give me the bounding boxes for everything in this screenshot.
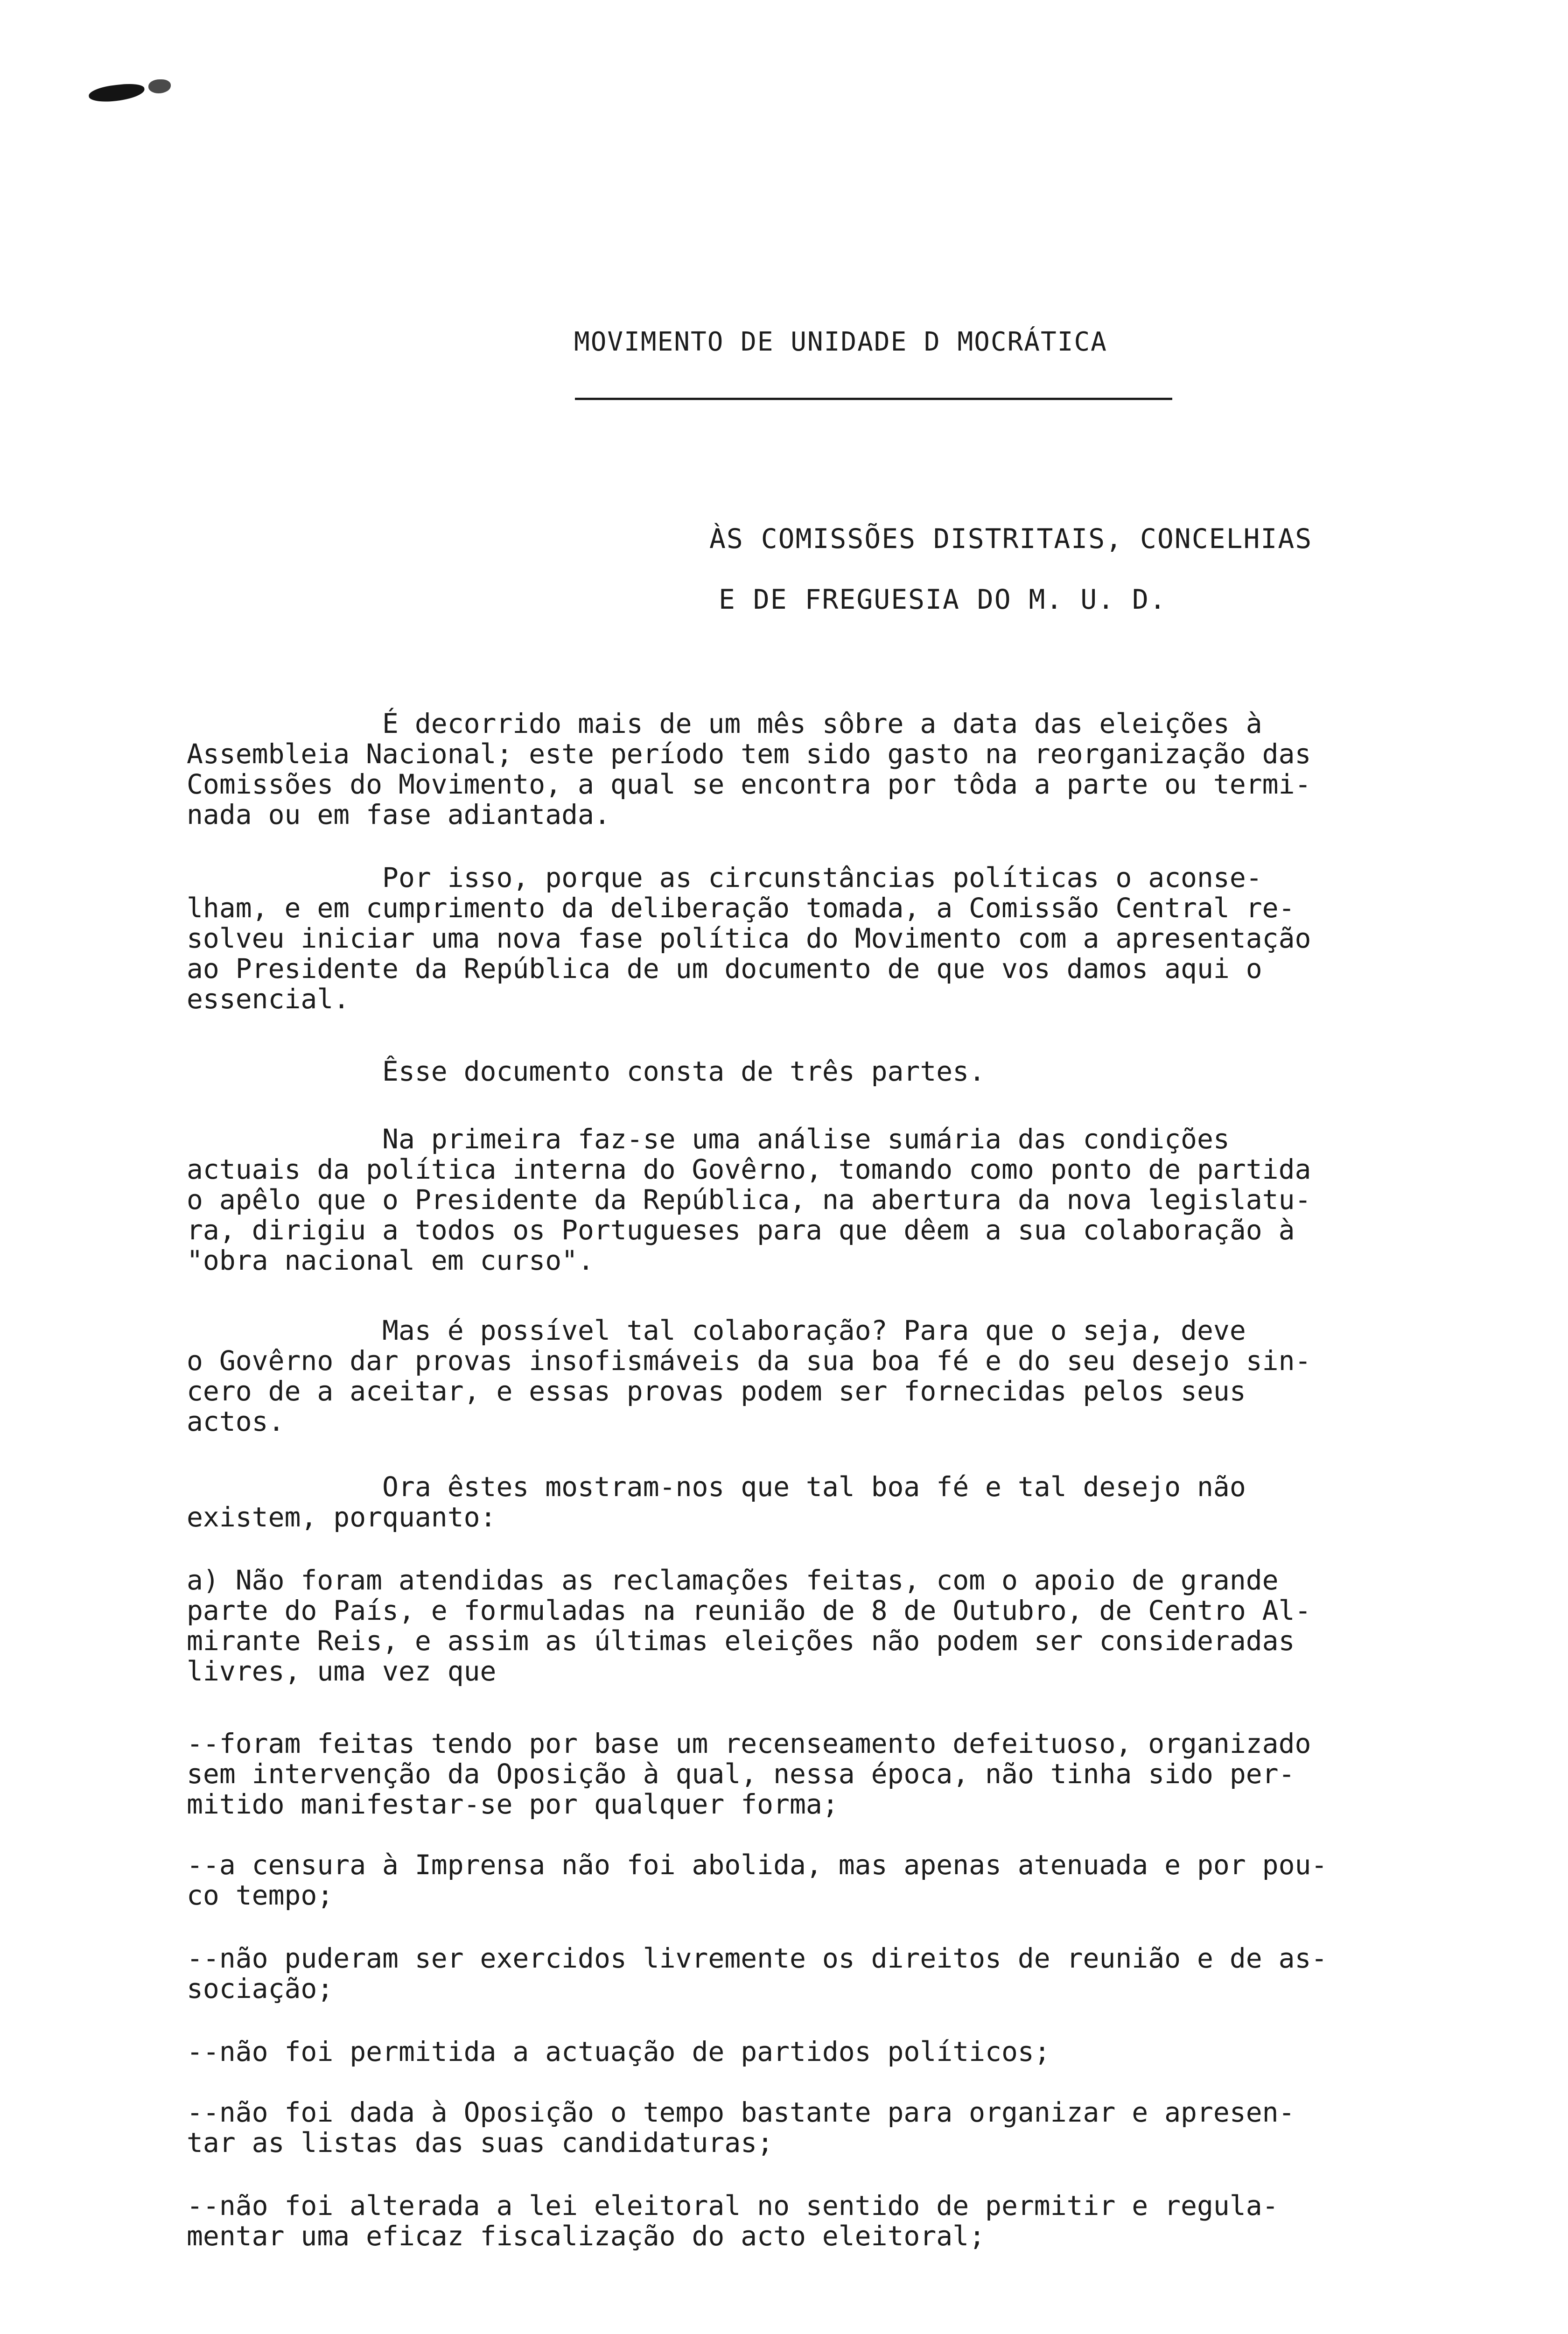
addressee-line-1: ÀS COMISSÕES DISTRITAIS, CONCELHIAS bbox=[709, 523, 1313, 555]
document-title: MOVIMENTO DE UNIDADE D MOCRÁTICA bbox=[574, 327, 1107, 357]
list-item-recenseamento: --foram feitas tendo por base um recenseamento defeituoso, organizado sem intervenção da Oposição à qual, nessa época, não tinha sido per- mitido manifestar-se por qualquer forma; bbox=[187, 1728, 1311, 1820]
title-underline bbox=[575, 398, 1172, 400]
paragraph-5: Mas é possível tal colaboração? Para que o seja, deve o Govêrno dar provas insofismáveis da sua boa fé e do seu desejo sin- cero de a aceitar, e essas provas podem ser fornecidas pelos seus actos. bbox=[187, 1315, 1311, 1437]
paragraph-1: É decorrido mais de um mês sôbre a data das eleições à Assembleia Nacional; este período tem sido gasto na reorganização das Comissões do Movimento, a qual se encontra por tôda a parte ou termi- nada ou em fase adiantada. bbox=[187, 708, 1311, 830]
list-item-a: a) Não foram atendidas as reclamações feitas, com o apoio de grande parte do País, e formuladas na reunião de 8 de Outubro, de Centro Al- mirante Reis, e assim as últimas eleições não podem ser consideradas livres, uma vez que bbox=[187, 1564, 1311, 1687]
list-item-partidos: --não foi permitida a actuação de partidos políticos; bbox=[187, 2036, 1050, 2067]
ink-smudge-top-left bbox=[88, 82, 146, 104]
list-item-lei-eleitoral: --não foi alterada a lei eleitoral no sentido de permitir e regula- mentar uma eficaz fiscalização do acto eleitoral; bbox=[187, 2190, 1279, 2252]
list-item-candidaturas: --não foi dada à Oposição o tempo bastante para organizar e apresen- tar as listas das suas candidaturas; bbox=[187, 2096, 1295, 2158]
paragraph-3: Êsse documento consta de três partes. bbox=[187, 1055, 986, 1087]
list-item-censura: --a censura à Imprensa não foi abolida, mas apenas atenuada e por pou- co tempo; bbox=[187, 1849, 1328, 1911]
list-item-reuniao: --não puderam ser exercidos livremente os direitos de reunião e de as- sociação; bbox=[187, 1942, 1328, 2004]
paragraph-2: Por isso, porque as circunstâncias políticas o aconse- lham, e em cumprimento da deliberação tomada, a Comissão Central re- solveu iniciar uma nova fase política do Movimento com a apresentação ao Presidente da República de um documento de que vos damos aqui o essencial. bbox=[187, 862, 1311, 1015]
paragraph-4: Na primeira faz-se uma análise sumária das condições actuais da política interna do Govêrno, tomando como ponto de partida o apêlo que o Presidente da República, na abertura da nova legislatu- ra, dirigiu a todos os Portugueses para que dêem a sua colaboração à "obra nacional em curso". bbox=[187, 1123, 1311, 1276]
addressee-line-2: E DE FREGUESIA DO M. U. D. bbox=[719, 584, 1167, 615]
ink-smudge-top-left-small bbox=[148, 79, 171, 93]
paragraph-6: Ora êstes mostram-nos que tal boa fé e tal desejo não existem, porquanto: bbox=[187, 1471, 1246, 1533]
